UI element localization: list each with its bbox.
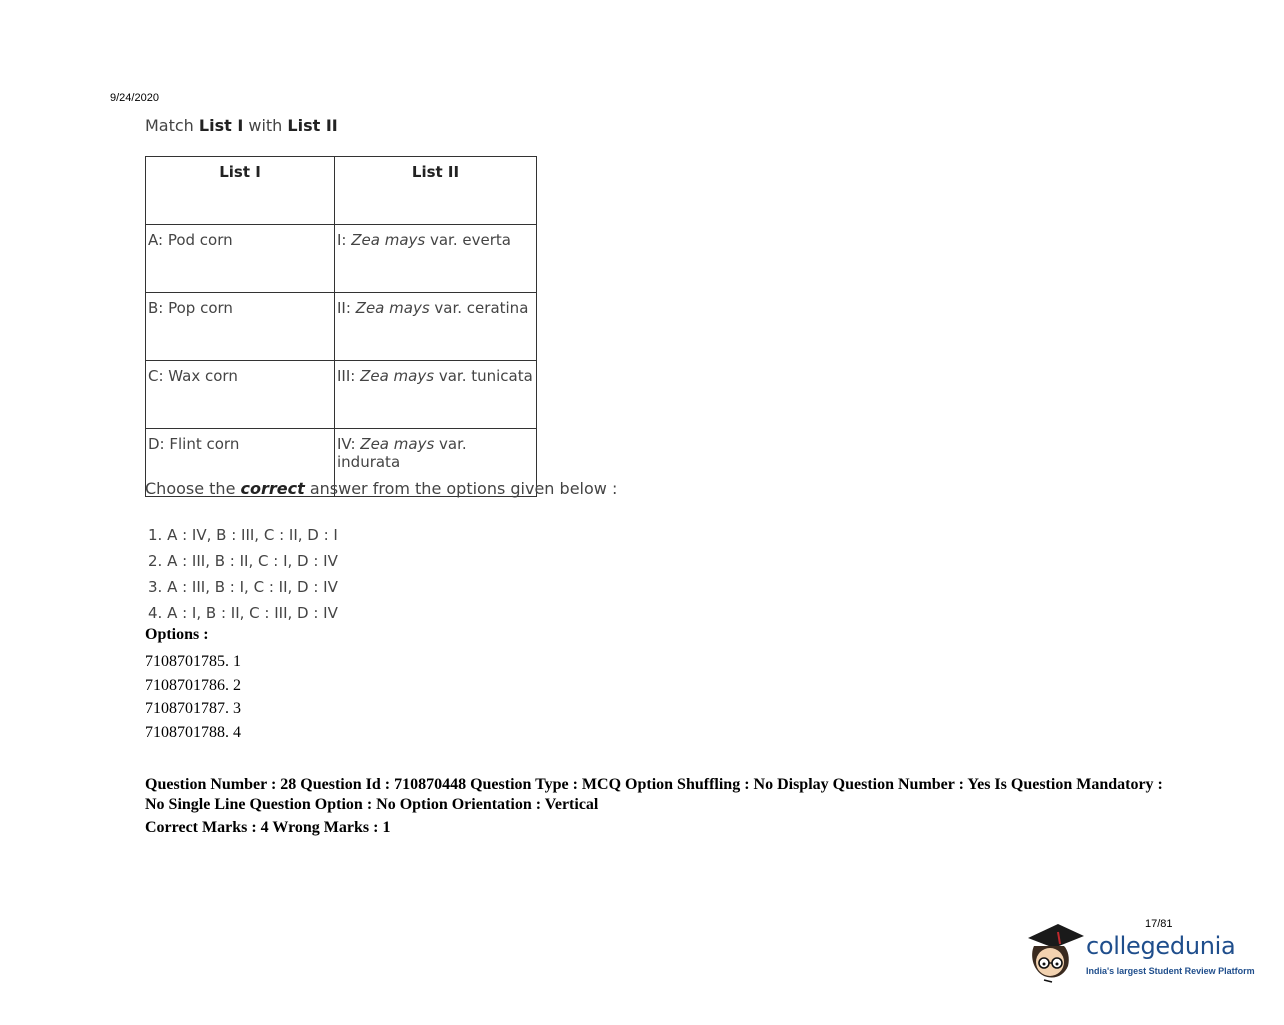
option-id: 7108701787. 3	[145, 700, 241, 718]
answer-option: 1. A : IV, B : III, C : II, D : I	[148, 526, 338, 544]
question-metadata: Question Number : 28 Question Id : 710870448 Question Type : MCQ Option Shuffling : No Display Question Number : Yes Is Question Mandatory : No Single Line Question Option : No Option Orientation : Vertical	[145, 776, 1163, 813]
list2-species: Zea mays	[351, 231, 426, 249]
header-list2: List II	[335, 157, 537, 225]
print-date: 9/24/2020	[110, 92, 159, 104]
list1-cell: D: Flint corn	[146, 429, 335, 497]
choose-instruction	[145, 479, 617, 498]
choose-text-end: answer from the options given below :	[304, 479, 618, 498]
answer-option: 3. A : III, B : I, C : II, D : IV	[148, 578, 338, 596]
list2-cell	[335, 293, 537, 361]
header-list1: List I	[146, 157, 335, 225]
answer-option: 4. A : I, B : II, C : III, D : IV	[148, 604, 338, 622]
list2-variety: var. ceratina	[429, 299, 529, 317]
brand-tagline: India's largest Student Review Platform	[1086, 966, 1255, 976]
choose-text: Choose the	[145, 479, 241, 498]
option-id: 7108701786. 2	[145, 676, 241, 694]
list2-variety: var. tunicata	[434, 367, 533, 385]
answer-option: 2. A : III, B : II, C : I, D : IV	[148, 552, 338, 570]
list2-cell	[335, 361, 537, 429]
table-row	[146, 293, 537, 361]
marks-info: Correct Marks : 4 Wrong Marks : 1	[145, 819, 391, 836]
answer-options-list	[148, 522, 338, 626]
match-table	[145, 156, 537, 497]
list2-variety: var. indurata	[337, 435, 467, 471]
list2-species: Zea mays	[355, 299, 430, 317]
list2-cell	[335, 225, 537, 293]
options-heading: Options :	[145, 626, 209, 643]
option-id: 7108701785. 1	[145, 653, 241, 670]
list2-numeral: III:	[337, 367, 361, 385]
list2-numeral: II:	[337, 299, 356, 317]
choose-emphasis: correct	[240, 479, 305, 498]
option-id-list	[145, 650, 241, 745]
intro-with: with	[243, 116, 288, 135]
list1-cell: C: Wax corn	[146, 361, 335, 429]
graduate-mascot-icon	[1024, 918, 1086, 988]
brand-logo-word: collegedunia	[1086, 932, 1236, 960]
list2-species: Zea mays	[360, 367, 435, 385]
page-number: 17/81	[1145, 918, 1173, 930]
intro-list1: List I	[198, 116, 244, 135]
list2-numeral: IV:	[337, 435, 361, 453]
table-row	[146, 361, 537, 429]
table-header-row	[146, 157, 537, 225]
intro-list2: List II	[287, 116, 338, 135]
table-row	[146, 225, 537, 293]
list1-cell: B: Pop corn	[146, 293, 335, 361]
option-id: 7108701788. 4	[145, 724, 241, 742]
intro-text: Match	[145, 116, 199, 135]
question-intro	[145, 116, 338, 135]
list2-species: Zea mays	[360, 435, 435, 453]
list2-numeral: I:	[337, 231, 352, 249]
list2-variety: var. everta	[425, 231, 511, 249]
list1-cell: A: Pod corn	[146, 225, 335, 293]
